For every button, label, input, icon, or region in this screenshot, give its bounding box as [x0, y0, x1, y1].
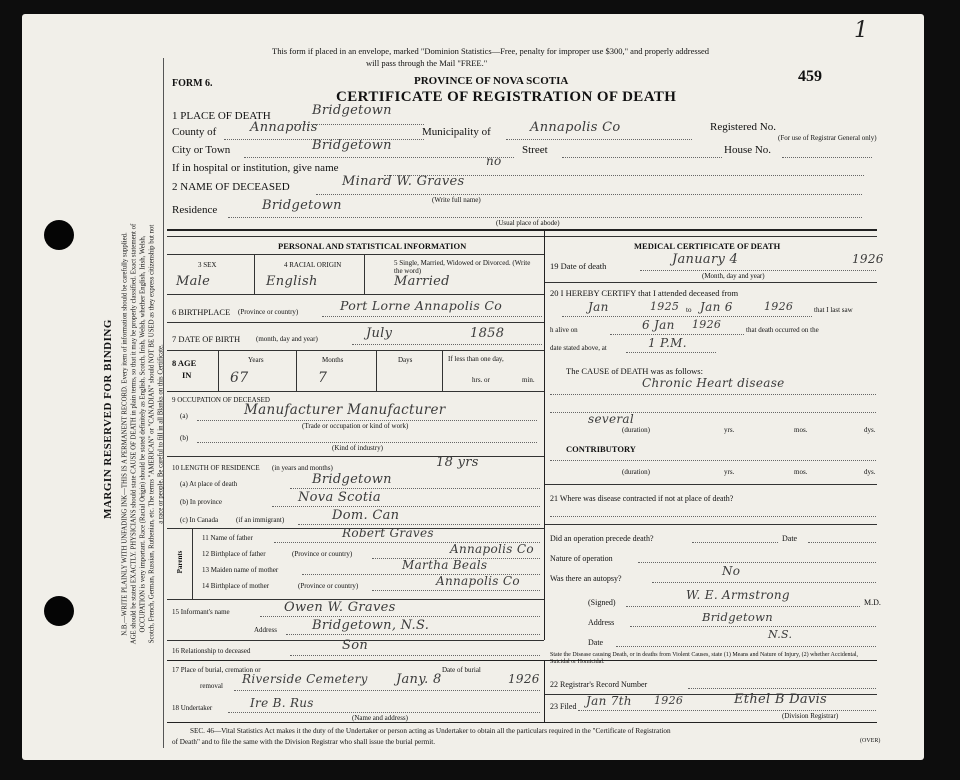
- value-death-date: January 4: [672, 252, 739, 267]
- column-divider: [544, 230, 545, 640]
- registered-no-note: (For use of Registrar General only): [778, 134, 877, 142]
- write-full-name-note: (Write full name): [432, 196, 481, 204]
- label-place-of-death: 1 PLACE OF DEATH: [172, 110, 271, 122]
- label-burial-place: 17 Place of burial, cremation or: [172, 666, 261, 674]
- label-duration-2: (duration): [622, 468, 650, 476]
- label-res-b: (b) In province: [180, 498, 222, 506]
- certificate-number: 459: [798, 68, 822, 85]
- label-racial-origin: 4 RACIAL ORIGIN: [284, 261, 342, 269]
- label-res-a: (a) At place of death: [180, 480, 238, 488]
- value-municipality: Annapolis Co: [530, 120, 621, 135]
- value-relationship: Son: [342, 638, 369, 653]
- punch-hole-bottom: [44, 596, 74, 626]
- margin-note-3: OCCUPATION is very important. Race (Racial Origin) should be stated definitely as English, Scotch, Irish, Welsh, whether English, Irish, Welsh,: [139, 235, 147, 633]
- label-date-stated: date stated above, at: [550, 344, 607, 352]
- residence-length-note: (in years and months): [272, 464, 333, 472]
- value-registrar: Ethel B Davis: [734, 692, 828, 707]
- value-doctor-address-2: N.S.: [768, 628, 793, 641]
- value-birthplace: Port Lorne Annapolis Co: [340, 298, 503, 313]
- label-informant: 15 Informant's name: [172, 608, 230, 616]
- corner-mark: 1: [854, 18, 869, 43]
- value-father-birthplace: Annapolis Co: [450, 542, 534, 556]
- value-marital: Married: [394, 274, 450, 289]
- value-filed: Jan 7th: [586, 694, 632, 708]
- medical-header: MEDICAL CERTIFICATE OF DEATH: [634, 241, 781, 251]
- label-death-occurred: that death occurred on the: [746, 326, 819, 334]
- occ-b-note: (Kind of industry): [332, 444, 383, 452]
- margin-note-2: AGE should be stated EXACTLY. PHYSICIANS should state CAUSE OF DEATH in plain terms, so that it may be properly classified. Exact statement of: [130, 223, 138, 645]
- date-of-death-note: (Month, day and year): [702, 272, 765, 280]
- value-name: Minard W. Graves: [342, 174, 465, 189]
- value-dob-year: 1858: [470, 326, 505, 341]
- mail-notice-2: will pass through the Mail "FREE.": [366, 58, 488, 68]
- label-less-than-day: If less than one day,: [448, 355, 504, 363]
- value-cause: Chronic Heart disease: [642, 376, 785, 390]
- occ-a-note: (Trade or occupation or kind of work): [302, 422, 409, 430]
- footer-line-2: of Death" and to file the same with the Division Registrar who shall issue the burial permit.: [172, 738, 436, 746]
- value-age-months: 7: [318, 370, 328, 386]
- label-hospital: If in hospital or institution, give name: [172, 162, 339, 174]
- label-last-saw: that I last saw: [814, 306, 853, 314]
- division-registrar-note: (Division Registrar): [782, 712, 839, 720]
- punch-hole-top: [44, 220, 74, 250]
- label-min: min.: [522, 376, 535, 384]
- value-filed-year: 1926: [654, 694, 684, 707]
- value-burial: Riverside Cemetery: [242, 672, 368, 686]
- label-date-of-death: 19 Date of death: [550, 261, 607, 271]
- value-occupation: Manufacturer Manufacturer: [244, 402, 446, 418]
- value-burial-year: 1926: [508, 672, 540, 686]
- margin-reserved-label: MARGIN RESERVED FOR BINDING: [102, 319, 114, 519]
- death-certificate: [22, 14, 924, 760]
- label-county: County of: [172, 126, 217, 138]
- label-municipality: Municipality of: [422, 126, 491, 138]
- personal-header: PERSONAL AND STATISTICAL INFORMATION: [278, 241, 467, 251]
- label-nature-operation: Nature of operation: [550, 554, 613, 563]
- footer-line-1: SEC. 46—Vital Statistics Act makes it the duty of the Undertaker or person acting as Undertaker to obtain all the particulars required in the "Certificate of Registration: [190, 727, 671, 735]
- value-hospital: no: [486, 154, 502, 168]
- label-hrs-or: hrs. or: [472, 376, 490, 384]
- usual-abode-note: (Usual place of abode): [496, 219, 560, 227]
- value-attended-to: Jan 6: [700, 300, 733, 314]
- label-contracted: 21 Where was disease contracted if not at place of death?: [550, 494, 734, 503]
- value-burial-date: Jany. 8: [396, 672, 442, 687]
- value-mother: Martha Beals: [402, 558, 488, 572]
- value-informant: Owen W. Graves: [284, 600, 396, 615]
- label-mos-1: mos.: [794, 426, 808, 434]
- value-mother-birthplace: Annapolis Co: [436, 574, 520, 588]
- father-bp-note: (Province or country): [292, 550, 353, 558]
- value-place-of-death: Bridgetown: [312, 103, 392, 118]
- label-occ-a: (a): [180, 412, 188, 420]
- state-disease-note: State the Disease causing Death, or in deaths from Violent Causes, state (1) Means and Nature of Injury, (2) whether Accidental, Suicidal or Homicidal.: [550, 652, 859, 665]
- label-res-c: (c) In Canada: [180, 516, 219, 524]
- value-death-year: 1926: [852, 252, 884, 266]
- label-operation-date: Date: [782, 534, 798, 543]
- label-to: to: [686, 306, 692, 314]
- label-contributory: CONTRIBUTORY: [566, 444, 636, 454]
- label-doctor-address: Address: [588, 618, 615, 627]
- label-yrs-1: yrs.: [724, 426, 735, 434]
- label-occ-b: (b): [180, 434, 189, 442]
- label-years: Years: [248, 356, 264, 364]
- certificate-title: CERTIFICATE OF REGISTRATION OF DEATH: [336, 89, 677, 105]
- value-hour: 1 P.M.: [648, 336, 687, 350]
- label-occupation: 9 OCCUPATION OF DECEASED: [172, 396, 270, 404]
- label-alive-on: h alive on: [550, 326, 578, 334]
- label-relationship: 16 Relationship to deceased: [172, 647, 251, 655]
- label-residence: Residence: [172, 204, 218, 216]
- value-racial-origin: English: [266, 274, 318, 289]
- province: PROVINCE OF NOVA SCOTIA: [414, 75, 569, 87]
- label-marital: 5 Single, Married, Widowed or Divorced. (Write the word): [394, 259, 531, 275]
- label-registered-no: Registered No.: [710, 121, 776, 133]
- label-dys-2: dys.: [864, 468, 876, 476]
- label-mos-2: mos.: [794, 468, 808, 476]
- value-residence-length: 18 yrs: [436, 455, 479, 470]
- label-father: 11 Name of father: [202, 534, 253, 542]
- label-removal: removal: [200, 682, 223, 690]
- label-dob: 7 DATE OF BIRTH: [172, 334, 241, 344]
- label-autopsy: Was there an autopsy?: [550, 574, 622, 583]
- value-age-years: 67: [230, 370, 249, 386]
- label-birthplace: 6 BIRTHPLACE: [172, 307, 231, 317]
- label-duration-1: (duration): [622, 426, 650, 434]
- value-alive-on-year: 1926: [692, 318, 722, 331]
- label-house-no: House No.: [724, 144, 772, 156]
- label-date-of-burial: Date of burial: [442, 666, 481, 674]
- label-name-of-deceased: 2 NAME OF DECEASED: [172, 181, 290, 193]
- label-father-birthplace: 12 Birthplace of father: [202, 550, 266, 558]
- label-operation-precede: Did an operation precede death?: [550, 534, 654, 543]
- value-attended-from: Jan: [588, 300, 609, 314]
- value-cause-duration: several: [588, 412, 634, 426]
- footer-over: (OVER): [860, 738, 881, 744]
- value-res-province: Nova Scotia: [298, 490, 381, 505]
- value-res-canada: Dom. Can: [332, 508, 400, 523]
- value-residence: Bridgetown: [262, 198, 342, 213]
- value-autopsy: No: [722, 564, 741, 578]
- value-dob: July: [366, 326, 393, 341]
- res-c-note: (if an immigrant): [236, 516, 285, 524]
- label-city-or-town: City or Town: [172, 144, 231, 156]
- value-city-or-town: Bridgetown: [312, 138, 392, 153]
- label-street: Street: [522, 144, 548, 156]
- parents-label: Parents: [176, 550, 184, 574]
- label-sex: 3 SEX: [198, 261, 217, 269]
- value-signed: W. E. Armstrong: [686, 588, 790, 602]
- value-sex: Male: [176, 274, 211, 289]
- label-informant-address: Address: [254, 626, 277, 634]
- form-number: FORM 6.: [172, 78, 213, 89]
- label-age-in: IN: [182, 370, 192, 380]
- label-registrar-record: 22 Registrar's Record Number: [550, 680, 648, 689]
- label-mother-maiden: 13 Maiden name of mother: [202, 566, 279, 574]
- label-undertaker: 18 Undertaker: [172, 704, 213, 712]
- label-months: Months: [322, 356, 344, 364]
- mother-bp-note: (Province or country): [298, 582, 359, 590]
- value-doctor-address: Bridgetown: [702, 610, 773, 624]
- name-address-note: (Name and address): [352, 714, 408, 722]
- label-dys-1: dys.: [864, 426, 876, 434]
- label-age: 8 AGE: [172, 358, 197, 368]
- value-father: Robert Graves: [342, 526, 434, 540]
- value-undertaker: Ire B. Rus: [250, 696, 314, 710]
- label-md: M.D.: [864, 598, 881, 607]
- margin-note-5: a race or people. Be careful to fill in all Blanks on this Certificate.: [157, 344, 165, 524]
- value-attended-from-year: 1925: [650, 300, 680, 313]
- label-signed: (Signed): [588, 598, 616, 607]
- label-cause: The CAUSE of DEATH was as follows:: [566, 366, 703, 376]
- label-days: Days: [398, 356, 413, 364]
- birthplace-note: (Province or country): [238, 308, 299, 316]
- value-res-place: Bridgetown: [312, 472, 392, 487]
- mail-notice-1: This form if placed in an envelope, marked "Dominion Statistics—Free, penalty for improper use $300," and properly addressed: [272, 46, 710, 56]
- label-mother-birthplace: 14 Birthplace of mother: [202, 582, 270, 590]
- margin-note-1: N.B.—WRITE PLAINLY WITH UNFADING INK—THIS IS A PERMANENT RECORD. Every item of information should be carefully supplied.: [121, 232, 129, 636]
- value-alive-on: 6 Jan: [642, 318, 675, 332]
- value-county: Annapolis: [250, 120, 318, 135]
- label-filed: 23 Filed: [550, 702, 577, 711]
- label-yrs-2: yrs.: [724, 468, 735, 476]
- value-attended-to-year: 1926: [764, 300, 794, 313]
- margin-note-4: Scotch, French, German, Russian, Ruthenian, etc. The terms "AMERICAN" or "CANADIAN" should NOT BE USED as they express citizenship but not: [148, 224, 156, 644]
- dob-note: (month, day and year): [256, 335, 318, 343]
- value-informant-address: Bridgetown, N.S.: [312, 618, 430, 633]
- label-doctor-date: Date: [588, 638, 604, 647]
- label-certify: 20 I HEREBY CERTIFY that I attended deceased from: [550, 288, 739, 298]
- label-residence-length: 10 LENGTH OF RESIDENCE: [172, 464, 260, 472]
